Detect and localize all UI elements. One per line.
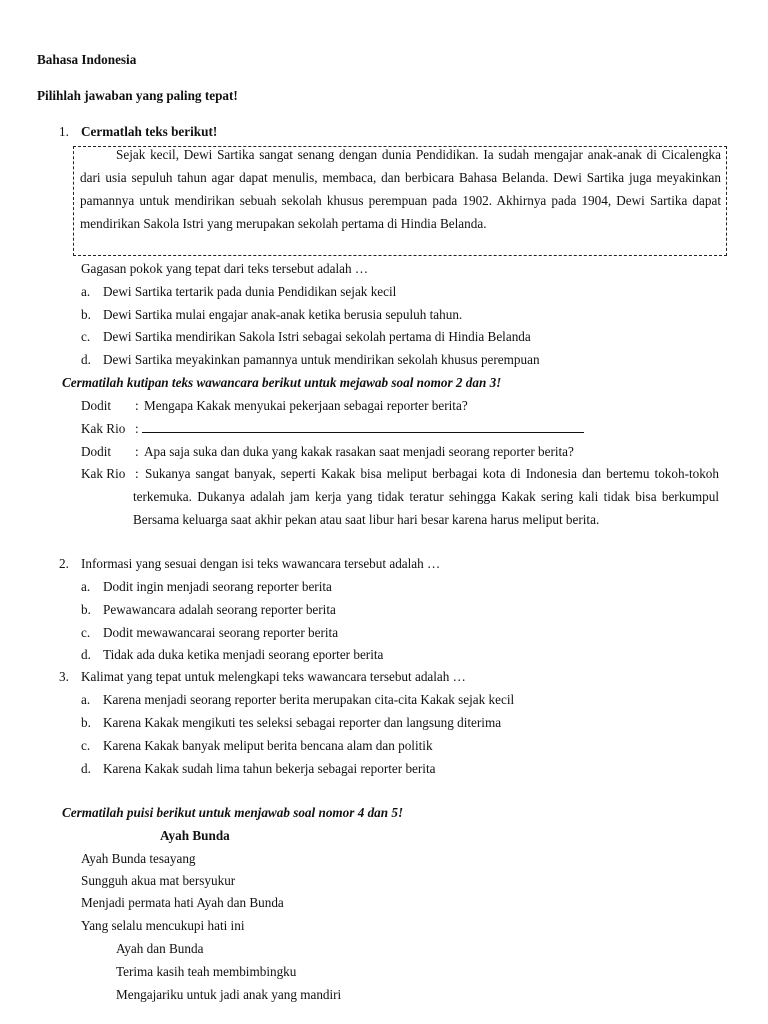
interview-colon-4: :: [135, 466, 139, 481]
q1-heading: Cermatlah teks berikut!: [81, 124, 218, 139]
q1-option-a[interactable]: [81, 280, 397, 303]
q1-passage: Sejak kecil, Dewi Sartika sangat senang dengan dunia Pendidikan. Ia sudah mengajar anak-anak di Cicalengka dari usia sepuluh tahun agar dapat menulis, membaca, dan berbicara Bahasa Belanda. Dewi Sartika juga meyakinkan pamannya untuk mendirikan sebuah sekolah khusus perempuan pada 1902. Akhirnya pada 1904, Dewi Sartika dapat mendirikan Sakola Istri yang merupakan sekolah pertama di Hindia Belanda.: [80, 147, 721, 231]
q1-question: Gagasan pokok yang tepat dari teks tersebut adalah …: [81, 261, 369, 276]
option-letter: a.: [81, 579, 91, 594]
answer-blank[interactable]: [142, 418, 584, 433]
interview-intro: Cermatilah kutipan teks wawancara berikut untuk mejawab soal nomor 2 dan 3!: [62, 375, 502, 390]
question-number-3: 3.: [59, 669, 69, 684]
poem-title: Ayah Bunda: [160, 828, 230, 843]
poem-line: Ayah Bunda tesayang: [81, 851, 196, 866]
speaker-colon: :: [135, 421, 139, 436]
subject-title: Bahasa Indonesia: [37, 52, 137, 67]
q3-option-b[interactable]: [81, 711, 502, 734]
q3-option-d[interactable]: [81, 757, 436, 780]
q1-option-d[interactable]: [81, 348, 540, 371]
option-text: Karena Kakak banyak meliput berita bencana alam dan politik: [103, 738, 433, 753]
option-text: Karena Kakak mengikuti tes seleksi sebagai reporter dan langsung diterima: [103, 715, 502, 730]
poem-line: Terima kasih teah membimbingku: [116, 964, 297, 979]
instruction-text: Pilihlah jawaban yang paling tepat!: [37, 88, 238, 103]
option-letter: c.: [81, 738, 91, 753]
interview-line-2: [81, 417, 139, 440]
interview-line-1: [81, 394, 468, 417]
option-text: Karena Kakak sudah lima tahun bekerja sebagai reporter berita: [103, 761, 436, 776]
poem-line: Ayah dan Bunda: [116, 941, 204, 956]
option-text: Dodit mewawancarai seorang reporter berita: [103, 625, 339, 640]
option-letter: b.: [81, 715, 91, 730]
option-letter: b.: [81, 307, 91, 322]
q1-option-c[interactable]: [81, 325, 531, 348]
option-letter: a.: [81, 284, 91, 299]
poem-intro: Cermatilah puisi berikut untuk menjawab soal nomor 4 dan 5!: [62, 805, 404, 820]
speaker-colon: :: [135, 398, 139, 413]
q2-option-d[interactable]: [81, 643, 384, 666]
option-text: Tidak ada duka ketika menjadi seorang eporter berita: [103, 647, 384, 662]
speaker-colon: :: [135, 444, 139, 459]
option-letter: c.: [81, 625, 91, 640]
option-letter: d.: [81, 761, 91, 776]
question-number-1: 1.: [59, 124, 69, 139]
speaker-name: Kak Rio: [81, 421, 126, 436]
q1-option-b[interactable]: [81, 303, 463, 326]
interview-text: Mengapa Kakak menyukai pekerjaan sebagai reporter berita?: [144, 398, 468, 413]
option-letter: b.: [81, 602, 91, 617]
option-text: Dewi Sartika tertarik pada dunia Pendidikan sejak kecil: [103, 284, 397, 299]
option-text: Dewi Sartika meyakinkan pamannya untuk mendirikan sekolah khusus perempuan: [103, 352, 540, 367]
option-letter: c.: [81, 329, 91, 344]
speaker-name: Dodit: [81, 398, 112, 413]
interview-line-3: [81, 440, 574, 463]
interview-text: Apa saja suka dan duka yang kakak rasakan saat menjadi seorang reporter berita?: [144, 444, 574, 459]
option-letter: a.: [81, 692, 91, 707]
option-letter: d.: [81, 352, 91, 367]
option-letter: d.: [81, 647, 91, 662]
q2-option-a[interactable]: [81, 575, 332, 598]
q3-option-c[interactable]: [81, 734, 433, 757]
option-text: Karena menjadi seorang reporter berita merupakan cita-cita Kakak sejak kecil: [103, 692, 515, 707]
interview-speaker-4: Kak Rio: [81, 466, 126, 481]
poem-line: Yang selalu mencukupi hati ini: [81, 918, 245, 933]
option-text: Dodit ingin menjadi seorang reporter berita: [103, 579, 332, 594]
poem-line: Mengajariku untuk jadi anak yang mandiri: [116, 987, 342, 1002]
option-text: Pewawancara adalah seorang reporter berita: [103, 602, 336, 617]
speaker-name: Dodit: [81, 444, 112, 459]
q2-question: Informasi yang sesuai dengan isi teks wawancara tersebut adalah …: [81, 556, 441, 571]
poem-line: Menjadi permata hati Ayah dan Bunda: [81, 895, 284, 910]
option-text: Dewi Sartika mendirikan Sakola Istri sebagai sekolah pertama di Hindia Belanda: [103, 329, 531, 344]
option-text: Dewi Sartika mulai engajar anak-anak ketika berusia sepuluh tahun.: [103, 307, 463, 322]
question-number-2: 2.: [59, 556, 69, 571]
poem-line: Sungguh akua mat bersyukur: [81, 873, 236, 888]
q2-option-c[interactable]: [81, 621, 339, 644]
q3-option-a[interactable]: [81, 688, 515, 711]
interview-answer-text: Sukanya sangat banyak, seperti Kakak bisa meliput berbagai kota di Indonesia dan bertemu tokoh-tokoh terkemuka. Dukanya adalah jam kerja yang tidak teratur sehingga Kakak sering kali tidak bisa berkumpul Bersama keluarga saat akhir pekan atau saat libur hari besar karena harus meliput berita.: [133, 466, 719, 527]
q2-option-b[interactable]: [81, 598, 336, 621]
q3-question: Kalimat yang tepat untuk melengkapi teks wawancara tersebut adalah …: [81, 669, 466, 684]
